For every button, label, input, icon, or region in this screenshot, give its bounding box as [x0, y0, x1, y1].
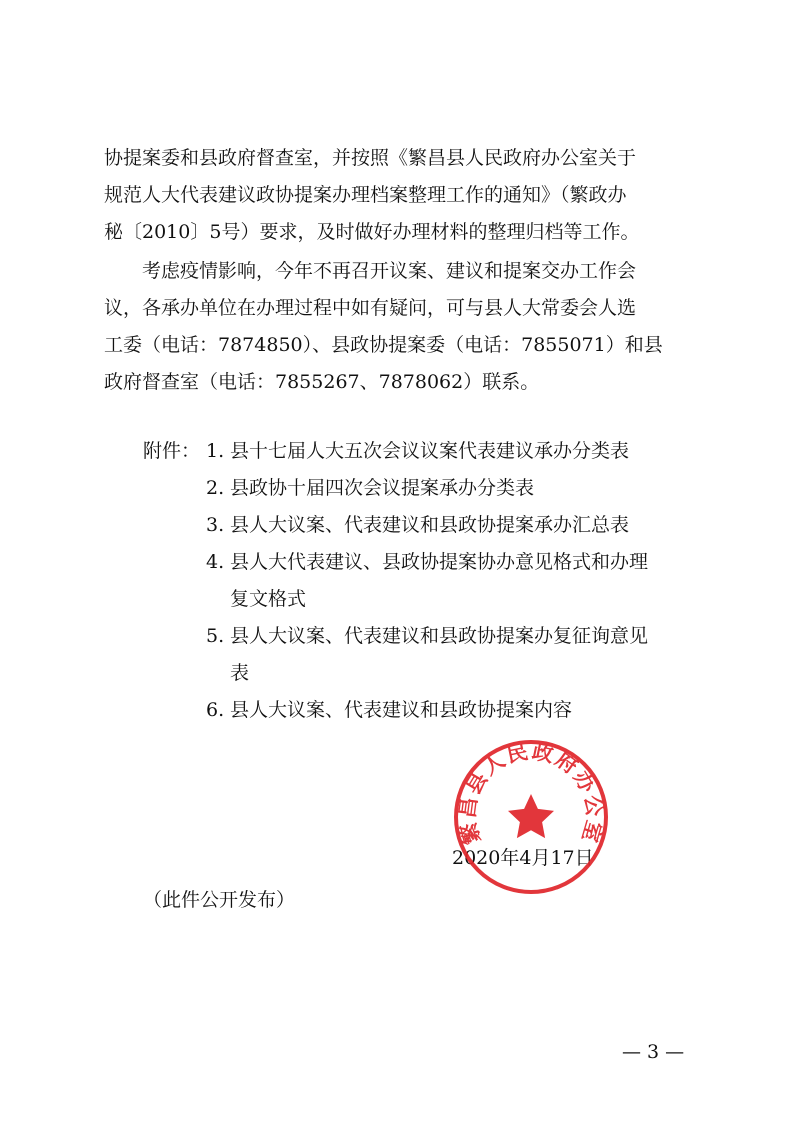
body-paragraph-2 — [104, 253, 704, 401]
page-number: — 3 — — [622, 1041, 685, 1063]
seal-lettering-path: 繁昌县人民政府办公室 — [454, 738, 608, 848]
attachment-number: 5. — [206, 625, 225, 647]
seal-lettering — [454, 738, 608, 847]
attachment-title-continued: 复文格式 — [230, 588, 307, 610]
issue-date: 2020年4月17日 — [452, 847, 594, 869]
disclosure-note: （此件公开发布） — [143, 889, 296, 911]
text-line: 协提案委和县政府督查室，并按照《繁昌县人民政府办公室关于 — [104, 147, 637, 169]
attachment-number: 6. — [206, 699, 225, 721]
attachment-number: 1. — [206, 440, 225, 462]
attachment-item — [206, 507, 706, 544]
attachment-title: 县人大代表建议、县政协提案协办意见格式和办理 — [230, 551, 649, 573]
attachment-item — [206, 544, 706, 618]
attachment-item — [206, 618, 706, 692]
text-line: 工委（电话：7874850）、县政协提案委（电话：7855071）和县 — [104, 334, 663, 356]
attachment-title: 县十七届人大五次会议议案代表建议承办分类表 — [230, 440, 630, 462]
attachment-title-continued: 表 — [230, 662, 250, 684]
attachment-title: 县政协十届四次会议提案承办分类表 — [230, 477, 535, 499]
body-paragraph-1 — [104, 140, 704, 251]
attachment-title: 县人大议案、代表建议和县政协提案内容 — [230, 699, 573, 721]
attachment-title: 县人大议案、代表建议和县政协提案承办汇总表 — [230, 514, 630, 536]
text-line: 秘〔2010〕5号）要求，及时做好办理材料的整理归档等工作。 — [104, 221, 640, 243]
attachment-number: 3. — [206, 514, 225, 536]
text-line: 考虑疫情影响，今年不再召开议案、建议和提案交办工作会 — [104, 260, 637, 282]
attachment-title: 县人大议案、代表建议和县政协提案办复征询意见 — [230, 625, 649, 647]
text-line: 规范人大代表建议政协提案办理档案整理工作的通知》（繁政办 — [104, 184, 627, 206]
star-icon — [508, 794, 554, 838]
text-line: 议，各承办单位在办理过程中如有疑问，可与县人大常委会人选 — [104, 297, 637, 319]
attachments-list — [206, 433, 706, 729]
official-seal — [452, 738, 610, 896]
text-line: 政府督查室（电话：7855267、7878062）联系。 — [104, 371, 540, 393]
attachment-item — [206, 470, 706, 507]
attachments-label: 附件： — [143, 440, 201, 462]
attachment-number: 4. — [206, 551, 225, 573]
attachment-number: 2. — [206, 477, 225, 499]
attachment-item — [206, 692, 706, 729]
attachment-item — [206, 433, 706, 470]
